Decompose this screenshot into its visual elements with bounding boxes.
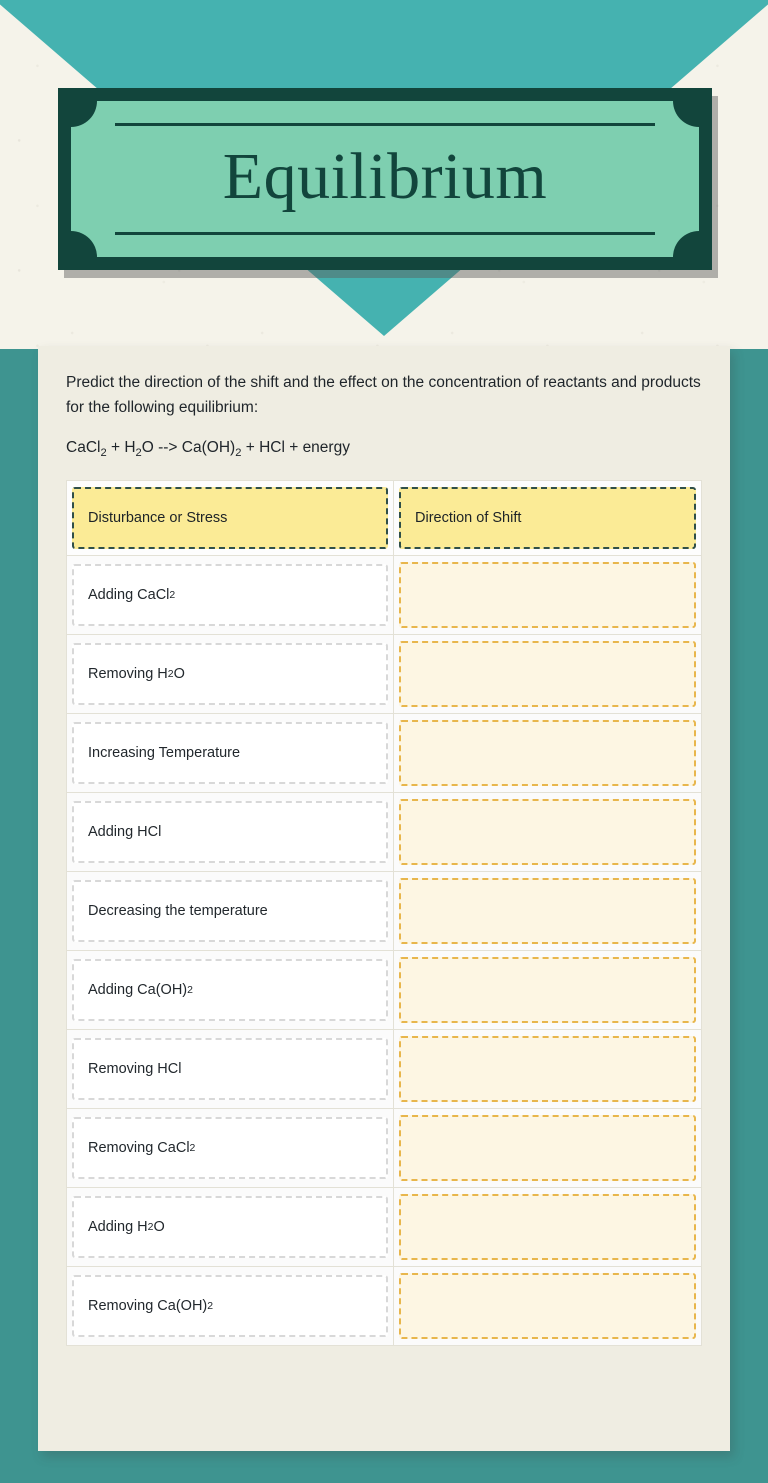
answer-input[interactable]: [399, 1194, 696, 1260]
header-label-direction: Direction of Shift: [399, 487, 696, 549]
answer-input[interactable]: [399, 562, 696, 628]
header-label-disturbance: Disturbance or Stress: [72, 487, 388, 549]
header-cell-direction: [394, 481, 702, 556]
prompt-label: Removing CaCl 2: [72, 1117, 388, 1179]
table-row: [67, 951, 702, 1030]
answer-input[interactable]: [399, 1273, 696, 1339]
prompt-label: Decreasing the temperature: [72, 880, 388, 942]
table-row: [67, 1267, 702, 1346]
prompt-cell: [67, 1109, 394, 1188]
instructions-text: Predict the direction of the shift and the effect on the concentration of reactants and products for the following equilibrium:: [66, 374, 701, 416]
prompt-cell: [67, 1188, 394, 1267]
answer-cell[interactable]: [394, 556, 702, 635]
banner-frame: [58, 88, 712, 270]
table-header-row: [67, 481, 702, 556]
prompt-label: Removing H 2 O: [72, 643, 388, 705]
banner-inner-panel: [71, 101, 699, 257]
title-banner: [58, 88, 712, 270]
answer-cell[interactable]: [394, 872, 702, 951]
prompt-cell: [67, 872, 394, 951]
page-title: Equilibrium: [222, 140, 548, 213]
table-body: [67, 481, 702, 1346]
prompt-cell: [67, 1267, 394, 1346]
prompt-label: Adding CaCl 2: [72, 564, 388, 626]
table-row: [67, 1030, 702, 1109]
answer-input[interactable]: [399, 1036, 696, 1102]
prompt-label: Adding HCl: [72, 801, 388, 863]
table-row: [67, 556, 702, 635]
table-row: [67, 714, 702, 793]
equilibrium-table: [66, 480, 702, 1346]
prompt-label: Increasing Temperature: [72, 722, 388, 784]
prompt-cell: [67, 635, 394, 714]
prompt-label: Removing Ca(OH) 2: [72, 1275, 388, 1337]
answer-input[interactable]: [399, 1115, 696, 1181]
table-row: [67, 1109, 702, 1188]
table-row: [67, 1188, 702, 1267]
answer-cell[interactable]: [394, 1188, 702, 1267]
table-row: [67, 793, 702, 872]
teal-side-band-right: [728, 349, 768, 1483]
prompt-label: Adding H 2 O: [72, 1196, 388, 1258]
teal-side-band-left: [0, 349, 40, 1483]
answer-cell[interactable]: [394, 1109, 702, 1188]
prompt-cell: [67, 714, 394, 793]
answer-cell[interactable]: [394, 793, 702, 872]
prompt-cell: [67, 556, 394, 635]
header-cell-disturbance: [67, 481, 394, 556]
table-row: [67, 635, 702, 714]
table-row: [67, 872, 702, 951]
answer-cell[interactable]: [394, 951, 702, 1030]
prompt-cell: [67, 951, 394, 1030]
answer-input[interactable]: [399, 641, 696, 707]
prompt-cell: [67, 1030, 394, 1109]
answer-input[interactable]: [399, 720, 696, 786]
answer-cell[interactable]: [394, 714, 702, 793]
equilibrium-equation: CaCl$_2$ + $H_2O$ --> $Ca(OH)_2$ + HCl + energy: [66, 439, 350, 460]
answer-input[interactable]: [399, 799, 696, 865]
prompt-label: Adding Ca(OH) 2: [72, 959, 388, 1021]
prompt-label: Removing HCl: [72, 1038, 388, 1100]
prompt-cell: [67, 793, 394, 872]
answer-cell[interactable]: [394, 635, 702, 714]
worksheet-panel: [38, 346, 730, 1451]
answer-input[interactable]: [399, 957, 696, 1023]
teal-bottom-band: [0, 1451, 768, 1483]
answer-input[interactable]: [399, 878, 696, 944]
answer-cell[interactable]: [394, 1267, 702, 1346]
answer-cell[interactable]: [394, 1030, 702, 1109]
